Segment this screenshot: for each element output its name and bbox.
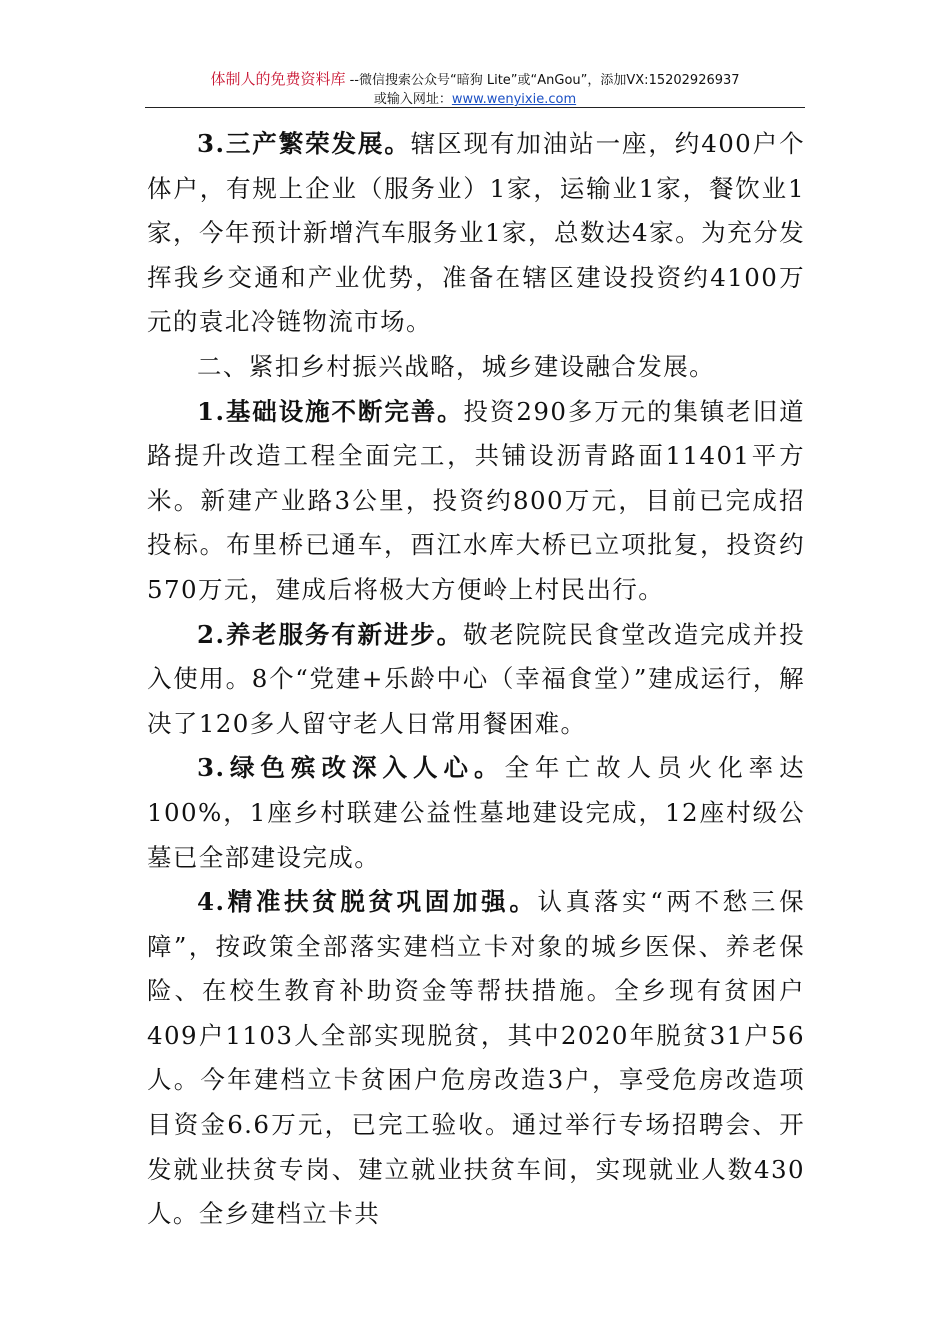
page-header bbox=[145, 70, 805, 109]
paragraph-text: 二、紧扣乡村振兴战略，城乡建设融合发展。 bbox=[197, 351, 715, 381]
paragraph-text: 投资290多万元的集镇老旧道路提升改造工程全面完工，共铺设沥青路面11401平方米。新建产业路3公里，投资约800万元，目前已完成招投标。布里桥已通车，酉江水库大桥已立项批复，投资约570万元，建成后将极大方便岭上村民出行。 bbox=[147, 396, 805, 604]
header-brand: 体制人的免费资料库 bbox=[210, 70, 346, 88]
paragraph-elderly-care bbox=[147, 613, 805, 747]
paragraph-heading: 4.精准扶贫脱贫巩固加强。 bbox=[197, 887, 538, 917]
paragraph-funeral-reform bbox=[147, 746, 805, 880]
paragraph-heading: 1.基础设施不断完善。 bbox=[197, 396, 464, 426]
paragraph-text: 认真落实“两不愁三保障”，按政策全部落实建档立卡对象的城乡医保、养老保险、在校生教育补助资金等帮扶措施。全乡现有贫困户409户1103人全部实现脱贫，其中2020年脱贫31户56人。今年建档立卡贫困户危房改造3户，享受危房改造项目资金6.6万元，已完工验收。通过举行专场招聘会、开发就业扶贫专岗、建立就业扶贫车间，实现就业人数430人。全乡建档立卡共 bbox=[147, 887, 805, 1229]
paragraph-text: 辖区现有加油站一座，约400户个体户，有规上企业（服务业）1家，运输业1家，餐饮业1家，今年预计新增汽车服务业1家，总数达4家。为充分发挥我乡交通和产业优势，准备在辖区建设投资约4100万元的袁北冷链物流市场。 bbox=[147, 129, 805, 337]
paragraph-heading: 2.养老服务有新进步。 bbox=[197, 619, 463, 649]
header-url-link[interactable]: www.wenyixie.com bbox=[451, 92, 577, 107]
header-line-1 bbox=[145, 70, 805, 90]
paragraph-heading: 3.三产繁荣发展。 bbox=[197, 129, 411, 158]
header-url-prefix: 或输入网址： bbox=[373, 92, 452, 107]
section-heading-rural-revitalization bbox=[147, 345, 805, 390]
paragraph-text: 敬老院院民食堂改造完成并投入使用。8个“党建+乐龄中心（幸福食堂）”建成运行，解决了120多人留守老人日常用餐困难。 bbox=[147, 619, 805, 738]
document-body bbox=[147, 122, 805, 1237]
paragraph-text: 全年亡故人员火化率达100%，1座乡村联建公益性墓地建设完成，12座村级公墓已全部建设完成。 bbox=[147, 753, 806, 872]
header-info: --微信搜索公众号“暗狗 Lite”或“AnGou”，添加VX:15202926937 bbox=[345, 73, 740, 88]
paragraph-infrastructure bbox=[147, 390, 805, 613]
paragraph-poverty-alleviation bbox=[147, 880, 805, 1237]
paragraph-heading: 3.绿色殡改深入人心。 bbox=[197, 753, 505, 783]
paragraph-tertiary-industry bbox=[147, 122, 805, 345]
header-divider bbox=[145, 107, 805, 108]
